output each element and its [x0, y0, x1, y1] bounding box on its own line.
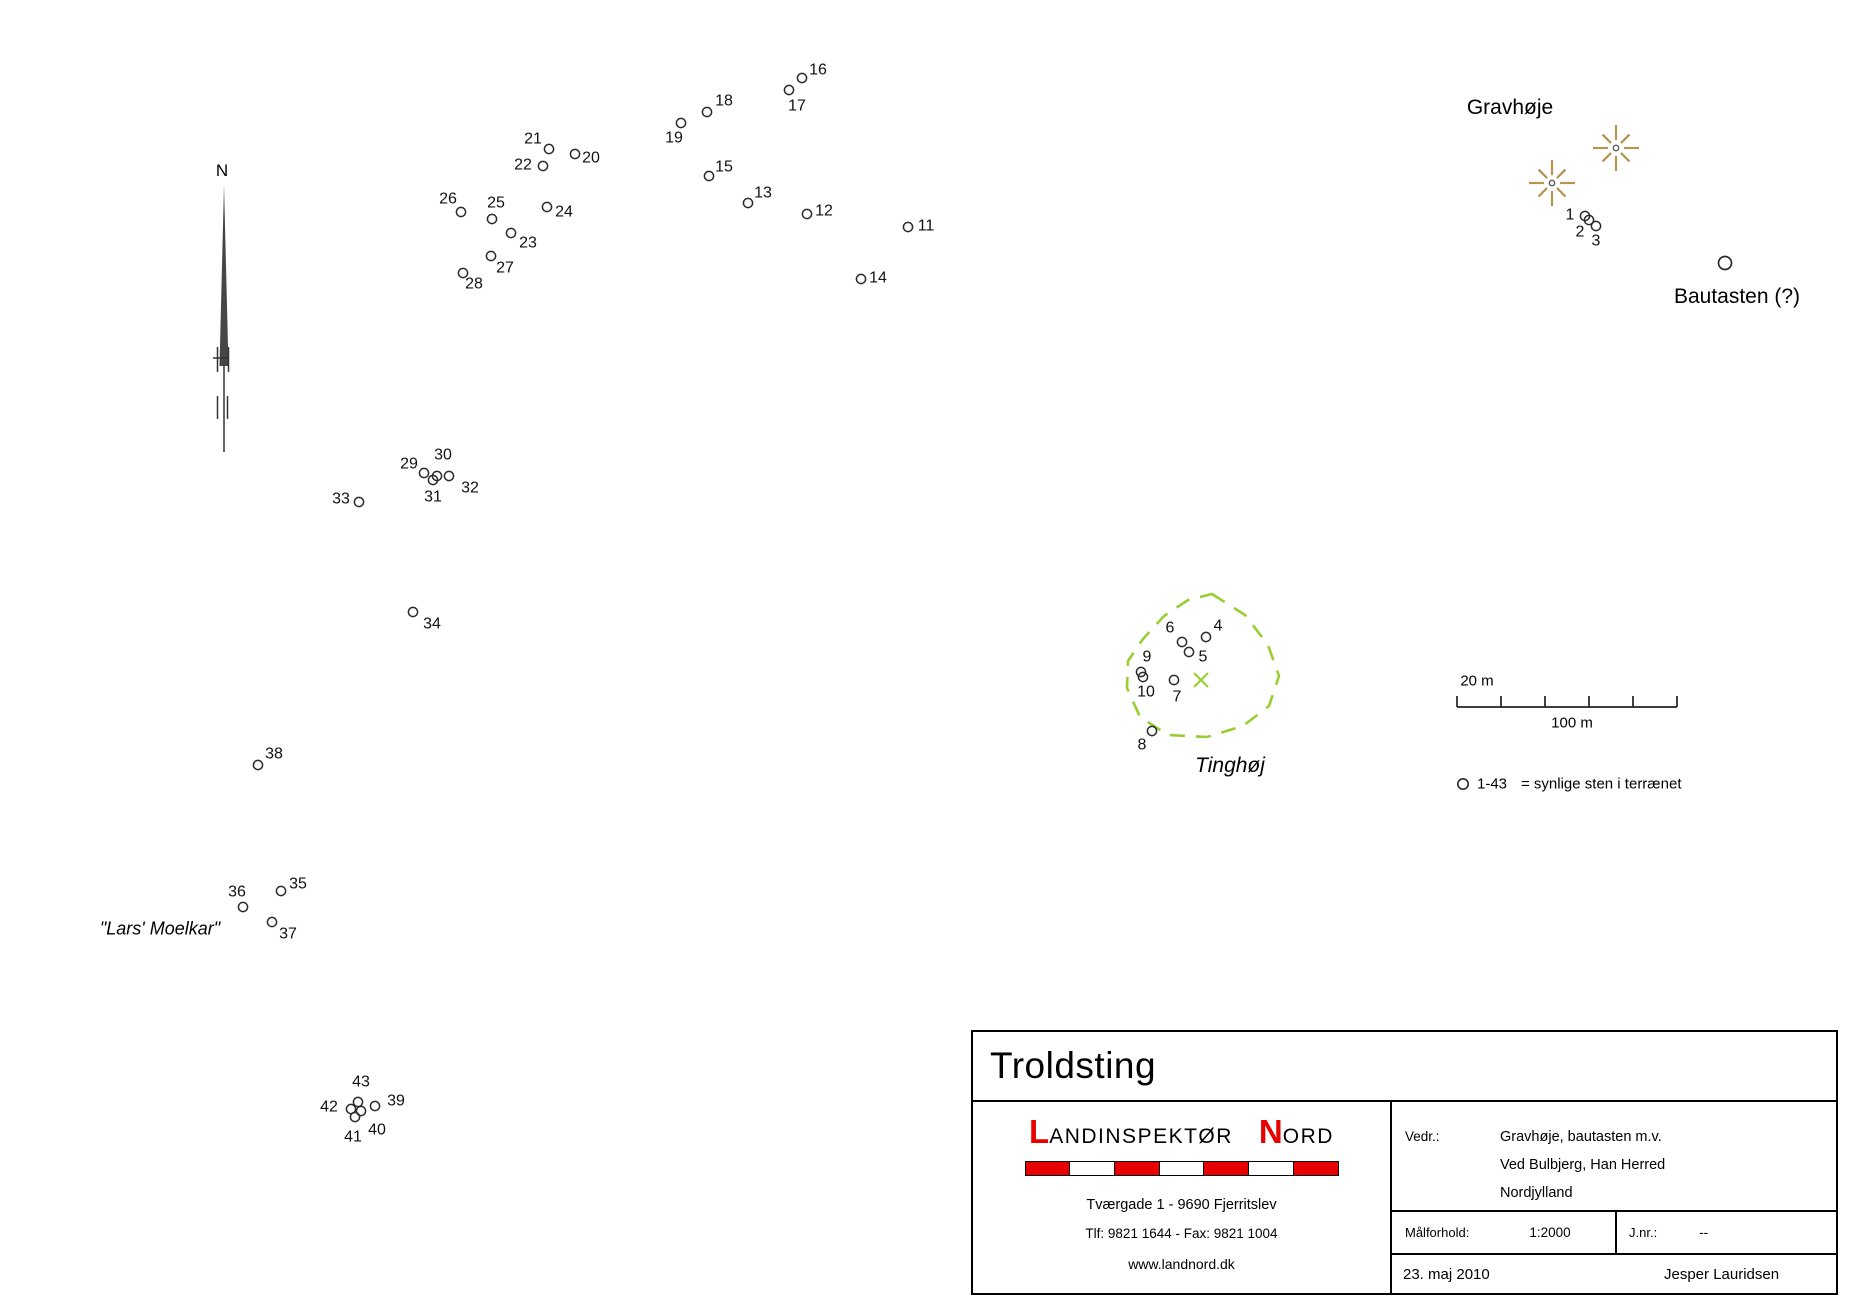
stone-label-1: 1 — [1565, 206, 1575, 224]
stone-32 — [444, 471, 453, 480]
stone-label-13: 13 — [754, 184, 772, 202]
stone-label-3: 3 — [1591, 232, 1601, 250]
north-label: N — [215, 161, 229, 180]
stone-label-31: 31 — [424, 488, 442, 506]
stone-label-35: 35 — [289, 875, 307, 893]
stone-label-2: 2 — [1575, 223, 1585, 241]
stone-33 — [354, 497, 363, 506]
stone-37 — [267, 917, 276, 926]
stone-38 — [253, 760, 262, 769]
subject-line-3: Nordjylland — [1500, 1185, 1573, 1201]
stone-label-6: 6 — [1165, 619, 1175, 637]
stone-label-29: 29 — [400, 455, 418, 473]
logo-bar-segment — [1203, 1162, 1248, 1175]
stone-label-18: 18 — [715, 92, 733, 110]
stone-label-5: 5 — [1198, 648, 1208, 666]
logo-word-andinspektor: ANDINSPEKTØR — [1049, 1125, 1233, 1148]
stone-label-19: 19 — [665, 129, 683, 147]
stone-label-21: 21 — [524, 130, 542, 148]
stone-3 — [1591, 221, 1600, 230]
stone-label-17: 17 — [788, 97, 806, 115]
stone-label-33: 33 — [332, 490, 350, 508]
stone-label-12: 12 — [815, 202, 833, 220]
logo-bar-segment — [1026, 1162, 1070, 1175]
stone-7 — [1169, 675, 1178, 684]
tinghoj-mound-outline — [1127, 594, 1279, 737]
stone-label-30: 30 — [434, 446, 452, 464]
stone-label-27: 27 — [496, 259, 514, 277]
logo-word-ord: ORD — [1282, 1125, 1334, 1148]
stone-25 — [487, 214, 496, 223]
bautasten-stone — [1719, 257, 1732, 270]
scale-ratio-label: Målforhold: — [1405, 1225, 1470, 1240]
stone-label-43: 43 — [352, 1073, 370, 1091]
subject-section — [1392, 1102, 1836, 1212]
stone-label-7: 7 — [1172, 688, 1182, 706]
logo-survey-rod — [1025, 1161, 1339, 1176]
stone-label-8: 8 — [1137, 736, 1147, 754]
stone-label-42: 42 — [320, 1098, 338, 1116]
stone-14 — [856, 274, 865, 283]
stone-12 — [802, 209, 811, 218]
stone-label-22: 22 — [514, 156, 532, 174]
logo-bar-segment — [1293, 1162, 1338, 1175]
logo-letter-l: L — [1029, 1113, 1050, 1150]
north-arrow-icon — [213, 185, 229, 452]
scale-segment-label: 20 m — [1460, 672, 1494, 690]
scale-total-label: 100 m — [1551, 714, 1593, 732]
company-website: www.landnord.dk — [1128, 1256, 1235, 1272]
drawing-author: Jesper Lauridsen — [1664, 1265, 1780, 1283]
stone-label-10: 10 — [1137, 683, 1155, 701]
date-author-row — [1392, 1255, 1836, 1293]
drawing-date: 23. maj 2010 — [1403, 1265, 1490, 1283]
legend-description: = synlige sten i terrænet — [1521, 775, 1682, 793]
subject-line-2: Ved Bulbjerg, Han Herred — [1500, 1157, 1666, 1173]
stone-18 — [702, 107, 711, 116]
stone-15 — [704, 171, 713, 180]
stone-39 — [370, 1101, 379, 1110]
gravhoje-stars — [1529, 125, 1639, 206]
scale-ratio-cell — [1392, 1212, 1617, 1253]
stone-20 — [570, 149, 579, 158]
stone-label-25: 25 — [487, 194, 505, 212]
stone-label-20: 20 — [582, 149, 600, 167]
stone-19 — [676, 118, 685, 127]
stone-13 — [743, 198, 752, 207]
stone-label-34: 34 — [423, 615, 441, 633]
stone-29 — [419, 468, 428, 477]
stone-6 — [1177, 637, 1186, 646]
title-block — [971, 1030, 1838, 1295]
logo-bar-segment — [1159, 1162, 1204, 1175]
stone-label-32: 32 — [461, 479, 479, 497]
stone-11 — [903, 222, 912, 231]
journal-number-value: -- — [1699, 1225, 1709, 1240]
mound-center-cross-icon — [1194, 673, 1208, 687]
scale-ratio-value: 1:2000 — [1529, 1225, 1571, 1240]
stone-label-16: 16 — [809, 61, 827, 79]
stone-label-9: 9 — [1142, 648, 1152, 666]
stone-17 — [784, 85, 793, 94]
stone-35 — [276, 886, 285, 895]
stone-22 — [538, 161, 547, 170]
lars-moelkar-label: "Lars' Moelkar" — [99, 918, 221, 939]
stone-16 — [797, 73, 806, 82]
stone-36 — [238, 902, 247, 911]
logo-letter-n: N — [1258, 1113, 1283, 1150]
stone-27 — [486, 251, 495, 260]
subject-label: Vedr.: — [1405, 1129, 1440, 1144]
tinghoj-label: Tinghøj — [1195, 754, 1265, 777]
stone-label-15: 15 — [715, 158, 733, 176]
logo-bar-segment — [1069, 1162, 1114, 1175]
stone-24 — [542, 202, 551, 211]
company-address: Tværgade 1 - 9690 Fjerritslev — [1086, 1197, 1277, 1213]
stone-label-39: 39 — [387, 1092, 405, 1110]
stone-label-11: 11 — [917, 217, 935, 235]
drawing-title: Troldsting — [973, 1032, 1836, 1102]
stone-21 — [544, 144, 553, 153]
stone-5 — [1184, 647, 1193, 656]
stone-label-28: 28 — [465, 275, 483, 293]
company-logo — [1029, 1115, 1334, 1148]
stone-34 — [408, 607, 417, 616]
subject-line-1: Gravhøje, bautasten m.v. — [1500, 1129, 1662, 1145]
company-phone-fax: Tlf: 9821 1644 - Fax: 9821 1004 — [1085, 1226, 1278, 1241]
stone-label-26: 26 — [439, 190, 457, 208]
journal-number-label: J.nr.: — [1629, 1225, 1658, 1240]
logo-bar-segment — [1114, 1162, 1159, 1175]
stone-label-37: 37 — [279, 925, 297, 943]
burial-mound-star-1 — [1529, 160, 1575, 206]
stones-layer — [228, 61, 1731, 1150]
stone-label-41: 41 — [344, 1128, 362, 1146]
stone-label-36: 36 — [228, 883, 246, 901]
stone-label-40: 40 — [368, 1121, 386, 1139]
company-panel — [973, 1102, 1392, 1293]
stone-26 — [456, 207, 465, 216]
stone-label-14: 14 — [869, 269, 887, 287]
stone-43 — [353, 1097, 362, 1106]
gravhoje-label: Gravhøje — [1466, 96, 1554, 119]
stone-8 — [1147, 726, 1156, 735]
stone-label-38: 38 — [265, 745, 283, 763]
stone-label-4: 4 — [1213, 617, 1223, 635]
bautasten-label: Bautasten (?) — [1673, 285, 1801, 308]
logo-bar-segment — [1248, 1162, 1293, 1175]
legend-range-label: 1-43 — [1477, 775, 1508, 793]
burial-mound-star-2 — [1593, 125, 1639, 171]
journal-number-cell — [1617, 1212, 1836, 1253]
scale-bar — [1457, 696, 1677, 707]
stone-label-24: 24 — [555, 203, 573, 221]
stone-label-23: 23 — [519, 234, 537, 252]
stone-23 — [506, 228, 515, 237]
stone-4 — [1201, 632, 1210, 641]
legend-stone-icon — [1458, 779, 1468, 789]
